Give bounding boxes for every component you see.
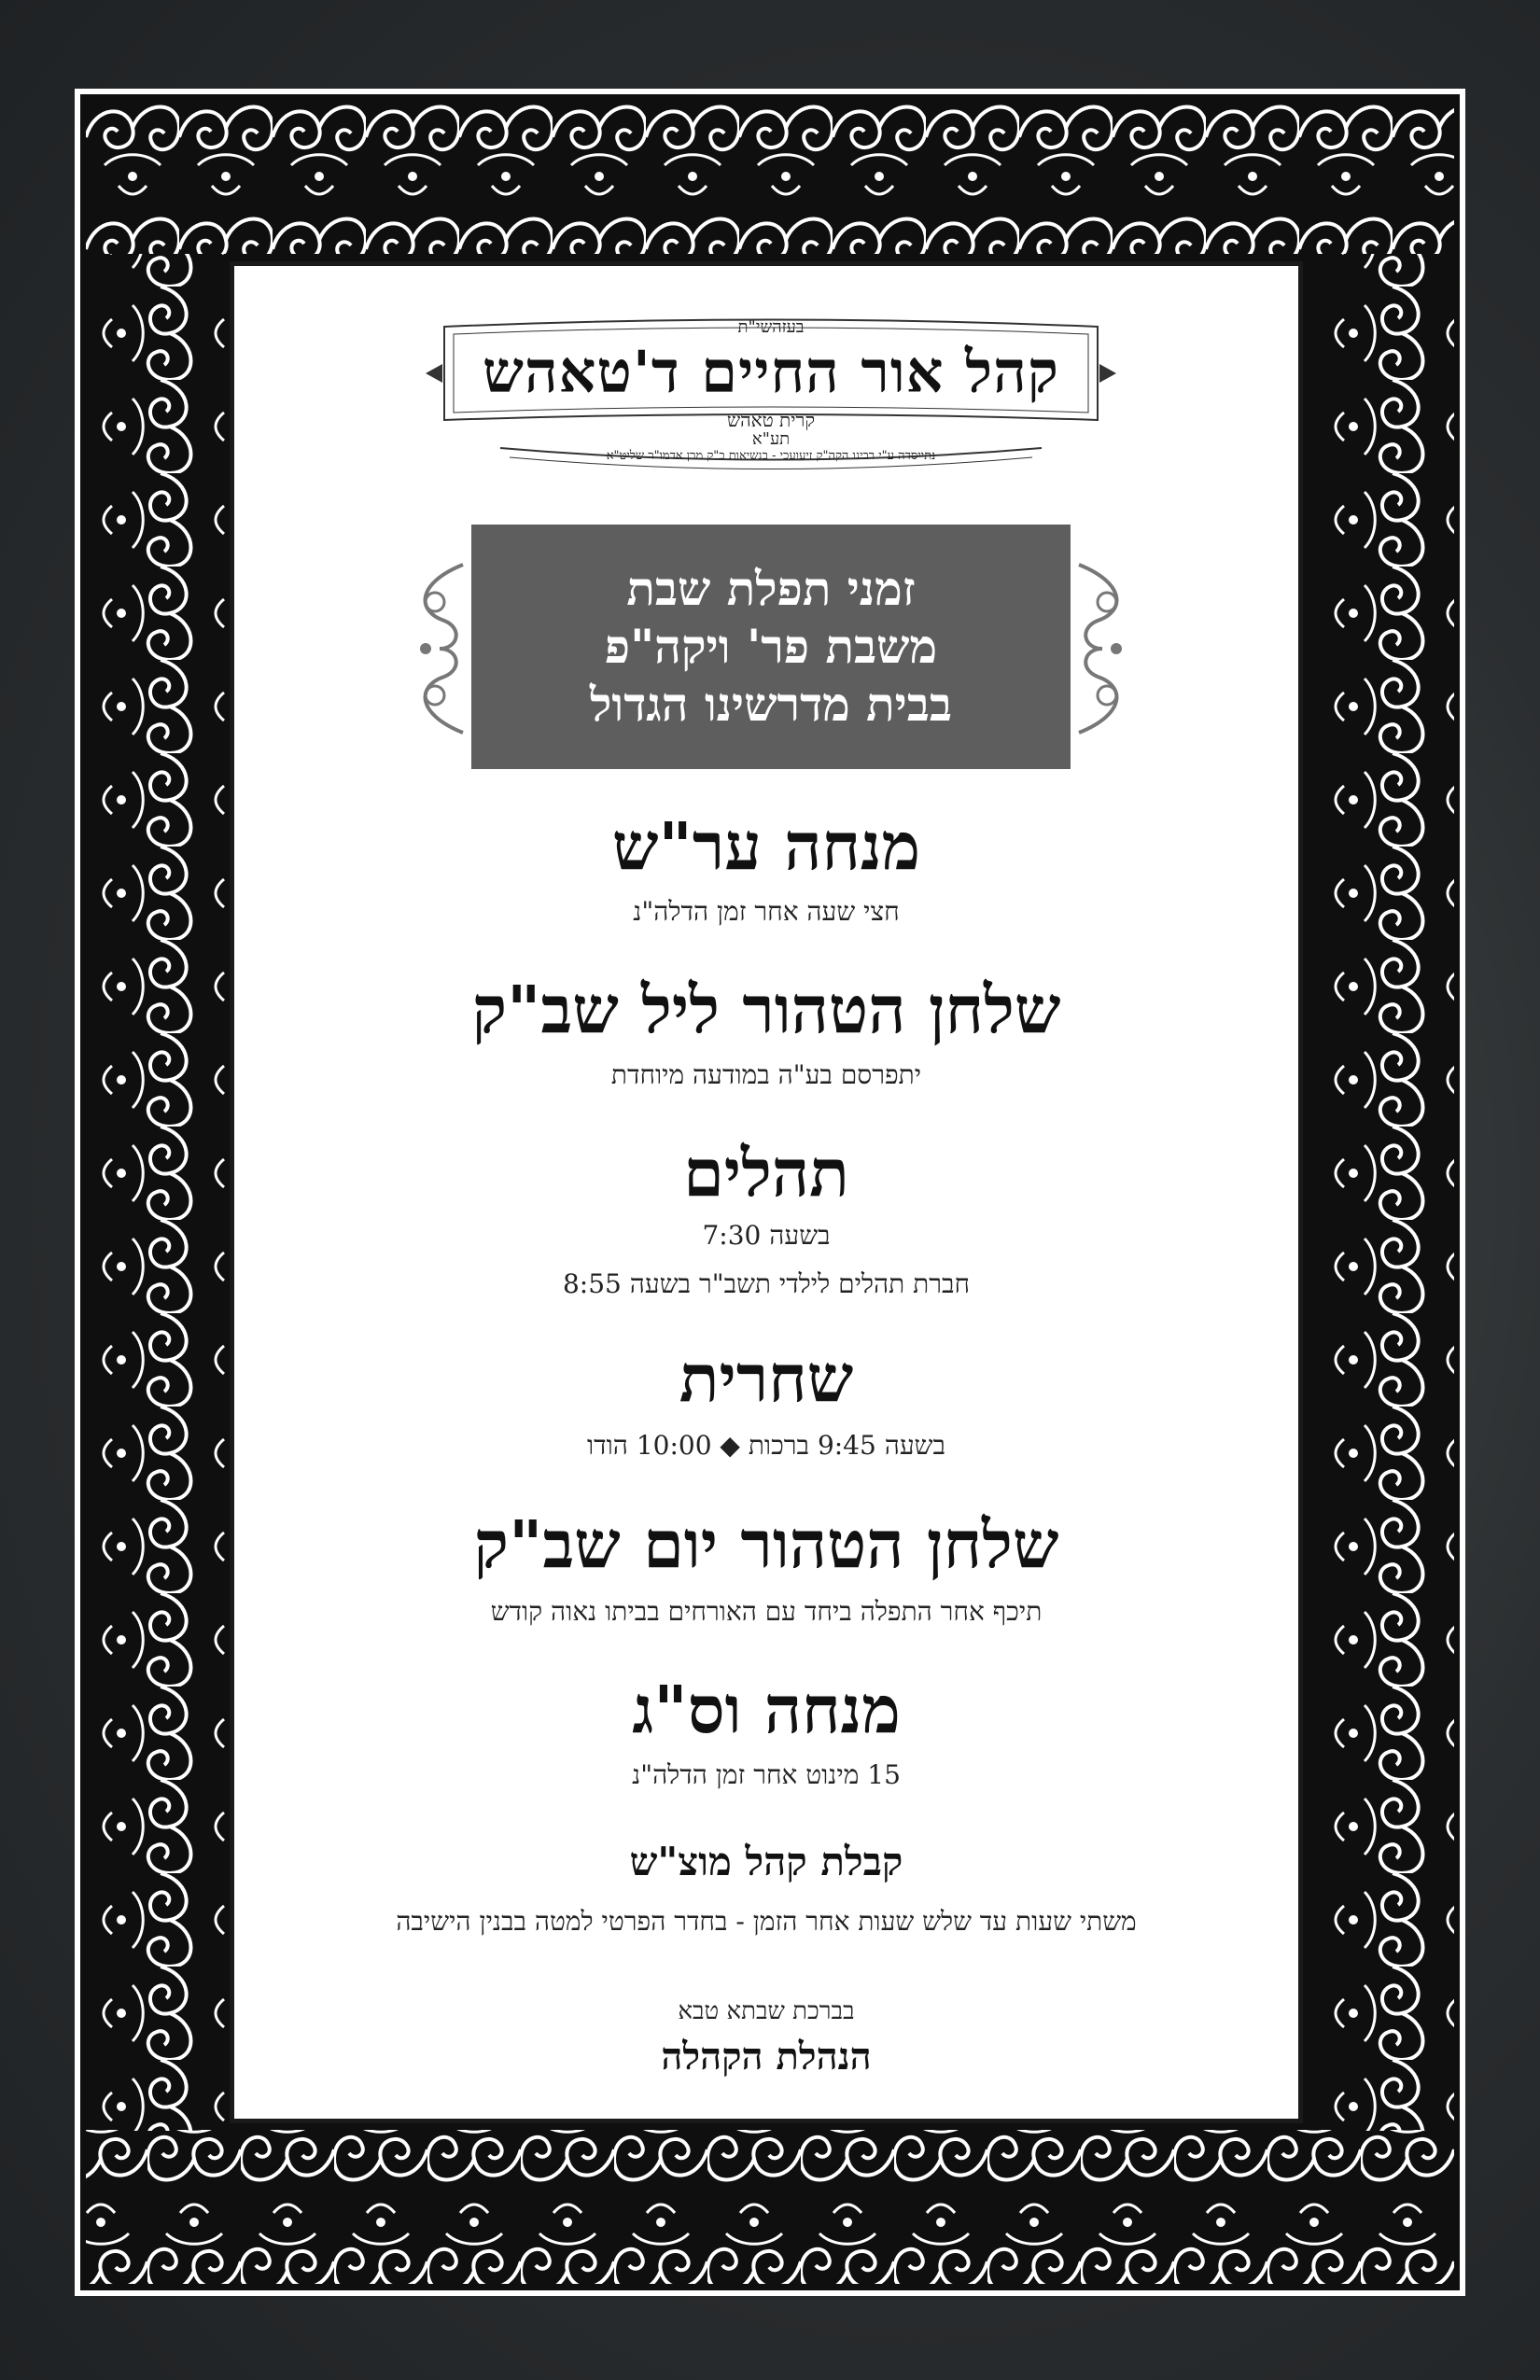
section-line: בשעה 7:30 [702, 1220, 831, 1251]
content-panel [230, 261, 1303, 2123]
section-title: שלחן הטהור יום שב"ק [473, 1505, 1059, 1583]
congregation-header [416, 308, 1126, 471]
footer-signature: הנהלת הקהלה [661, 2035, 872, 2079]
title-line-3: בבית מדרשינו הגדול [590, 677, 952, 732]
location-name: קרית טאהש [726, 409, 816, 431]
section-title: מנחה ער"ש [611, 807, 921, 885]
congregation-name: קהל אור החיים ד'טאהש [483, 338, 1059, 406]
section-line: 15 מינוט אחר זמן הדלה"נ [632, 1759, 901, 1790]
title-line-1: זמני תפלת שבת [626, 561, 916, 616]
section-title: שלחן הטהור ליל שב"ק [471, 971, 1061, 1048]
founding-year: תע"א [751, 429, 791, 449]
header-top-abbrev: בעזהשי"ת [737, 317, 805, 337]
schedule-title-box [471, 525, 1071, 769]
scroll-ornament-right-icon [1070, 555, 1135, 742]
section-line: בשעה 9:45 ברכות ◆ 10:00 הודו [587, 1430, 945, 1461]
kabalas-kahal-title: קבלת קהל מוצ"ש [629, 1839, 903, 1884]
section-title: מנחה וס"ג [632, 1671, 901, 1748]
kabalas-kahal-line: משתי שעות עד שלש שעות אחר הזמן - בחדר הפרטי למטה בבנין הישיבה [396, 1906, 1137, 1937]
section-line: תיכף אחר התפלה ביחד עם האורחים בביתו נאוה קודש [490, 1596, 1043, 1627]
section-title: שחרית [679, 1339, 854, 1417]
section-line: חברת תהלים לילדי תשב"ר בשעה 8:55 [562, 1268, 971, 1299]
footer-greeting: בברכת שבתא טבא [678, 1997, 855, 2025]
dedication-line: נתייסדה ע"י רבינו הקה"ק זיעועכי - בנשיאות כ"ק מרן אדמו"ר שליט"א [606, 449, 936, 463]
title-line-2: משבת פר' ויקה"פ [604, 619, 938, 674]
section-line: יתפרסם בע"ה במודעה מיוחדת [610, 1059, 922, 1090]
section-line: חצי שעה אחר זמן הדלה"נ [633, 896, 900, 927]
section-title: תהלים [683, 1134, 849, 1211]
scroll-ornament-left-icon [407, 555, 472, 742]
